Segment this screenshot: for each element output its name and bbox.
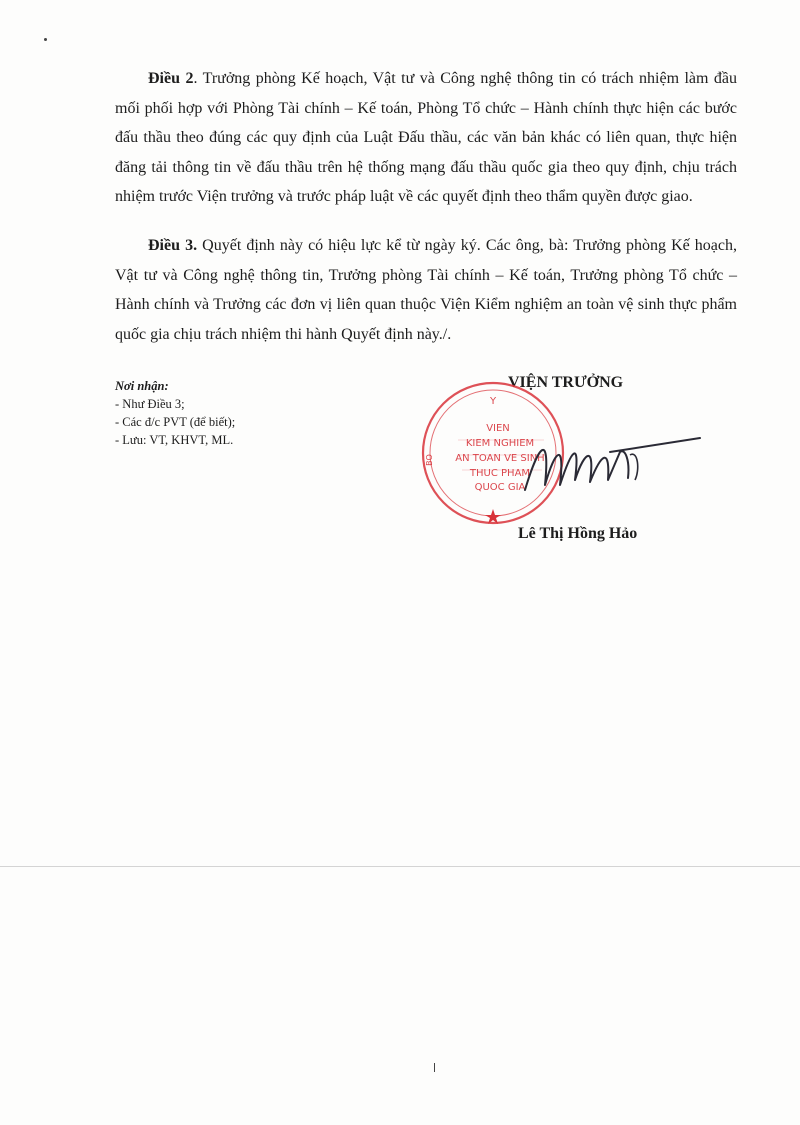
seal-text: QUOC GIA — [474, 482, 526, 493]
recipients-heading: Nơi nhận: — [115, 379, 169, 393]
divider — [0, 866, 800, 867]
scan-speck — [44, 38, 47, 41]
seal-text: THUC PHAM — [469, 468, 531, 479]
seal-text: AN TOAN VE SINH — [455, 453, 545, 464]
handwritten-signature — [520, 430, 720, 505]
seal-text: BO — [425, 454, 434, 466]
recipient-item: - Lưu: VT, KHVT, ML. — [115, 433, 234, 447]
article-2-label: Điều 2 — [148, 70, 194, 87]
scan-speck — [434, 1063, 435, 1072]
recipient-item: - Các đ/c PVT (để biết); — [115, 415, 236, 429]
signer-name: Lê Thị Hồng Hảo — [518, 525, 638, 542]
article-3 — [115, 231, 737, 349]
article-3-paragraph — [115, 231, 737, 349]
recipients-block — [115, 377, 235, 449]
seal-text: Y — [489, 396, 497, 407]
article-2 — [115, 64, 737, 212]
article-3-label: Điều 3. — [148, 237, 198, 254]
article-2-paragraph — [115, 64, 737, 212]
seal-text: VIEN — [486, 423, 510, 434]
article-3-text: Quyết định này có hiệu lực kể từ ngày ký. Các ông, bà: Trưởng phòng Kế hoạch, Vật tư và Công nghệ thông tin, Trưởng phòng Tài chính – Kế toán, Trưởng phòng Tổ chức – Hành chính và Trưởng các đơn vị liên quan thuộc Viện Kiểm nghiệm an toàn vệ sinh thực phẩm quốc gia chịu trách nhiệm thi hành Quyết định này./. — [115, 237, 738, 343]
article-2-text: . Trưởng phòng Kế hoạch, Vật tư và Công nghệ thông tin có trách nhiệm làm đầu mối phối hợp với Phòng Tài chính – Kế toán, Phòng Tổ chức – Hành chính thực hiện các bước đấu thầu theo đúng các quy định của Luật Đấu thầu, các văn bản khác có liên quan, thực hiện đăng tải thông tin về đấu thầu trên hệ thống mạng đấu thầu quốc gia theo quy định, chịu trách nhiệm trước Viện trưởng và trước pháp luật về các quyết định theo thẩm quyền được giao. — [115, 70, 738, 205]
seal-text: KIEM NGHIEM — [465, 438, 535, 449]
recipient-item: - Như Điều 3; — [115, 397, 185, 411]
signer-title: VIỆN TRƯỞNG — [508, 374, 624, 391]
